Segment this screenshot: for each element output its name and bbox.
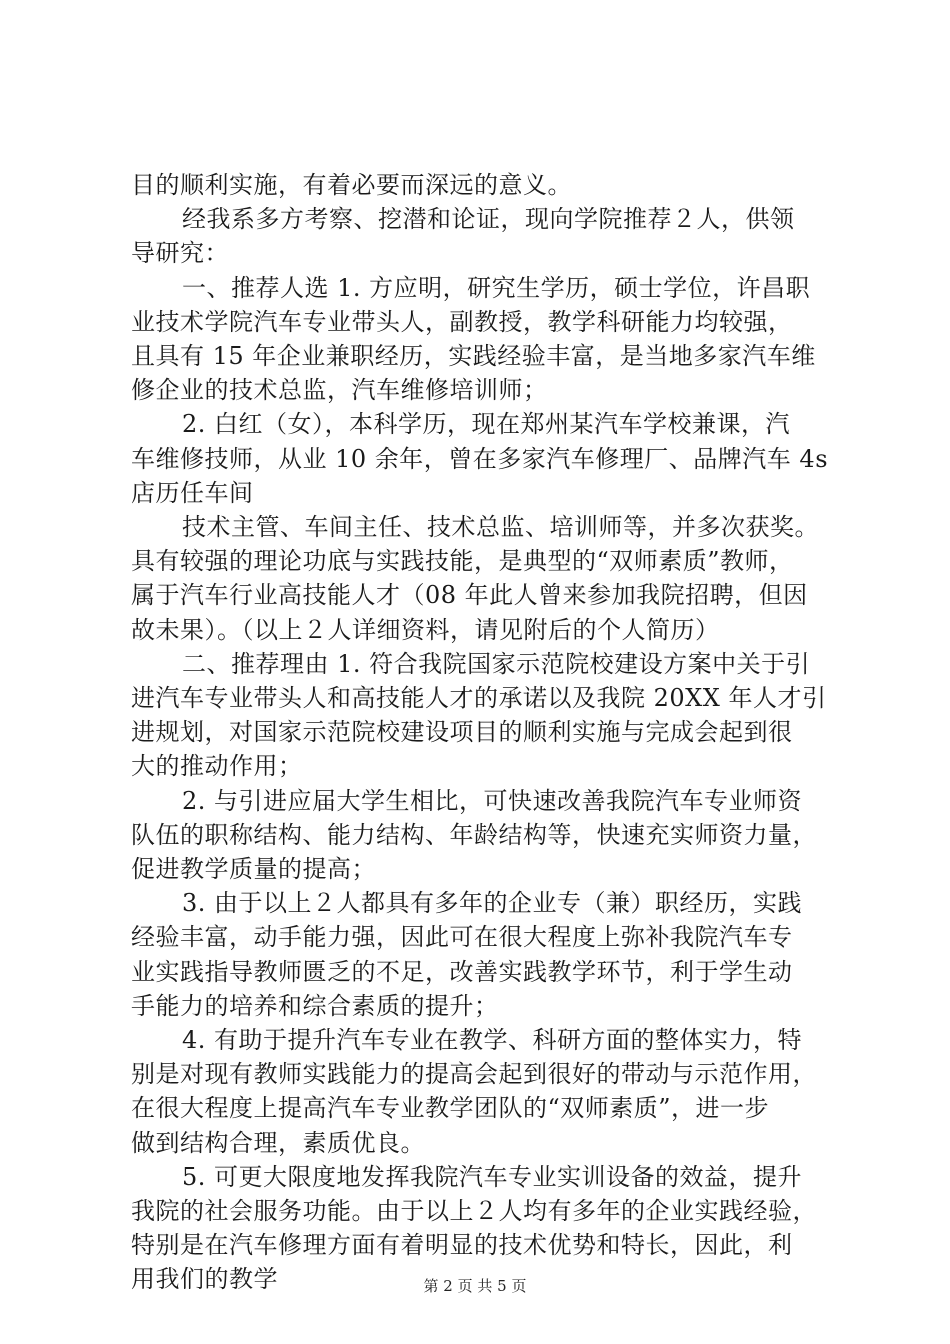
- text-line: 店历任车间: [131, 478, 254, 507]
- text-line: 车维修技师，从业 10 余年，曾在多家汽车修理厂、品牌汽车 4s: [131, 444, 829, 473]
- text-line: 在很大程度上提高汽车专业教学团队的“双师素质”，进一步: [131, 1094, 770, 1123]
- text-line: 别是对现有教师实践能力的提高会起到很好的带动与示范作用，: [131, 1060, 817, 1089]
- page-number: 第 2 页 共 5 页: [423, 1277, 527, 1295]
- text-line: 2. 白红（女），本科学历，现在郑州某汽车学校兼课，汽: [182, 410, 791, 439]
- text-line: 4. 有助于提升汽车专业在教学、科研方面的整体实力，特: [182, 1026, 803, 1054]
- text-line: 5. 可更大限度地发挥我院汽车专业实训设备的效益，提升: [182, 1162, 803, 1191]
- text-line: 用我们的教学: [131, 1265, 278, 1294]
- text-line: 我院的社会服务功能。由于以上２人均有多年的企业实践经验，: [131, 1197, 817, 1225]
- text-line: 手能力的培养和综合素质的提升；: [131, 991, 499, 1020]
- text-line: 二、推荐理由 1. 符合我院国家示范院校建设方案中关于引: [182, 649, 811, 678]
- text-line: 故未果）。（以上２人详细资料，请见附后的个人简历）: [131, 615, 720, 644]
- text-line: 做到结构合理，素质优良。: [131, 1128, 425, 1157]
- text-line: 促进教学质量的提高；: [131, 855, 376, 883]
- text-line: 且具有 15 年企业兼职经历，实践经验丰富，是当地多家汽车维: [131, 342, 816, 370]
- text-line: 技术主管、车间主任、技术总监、培训师等，并多次获奖。: [182, 513, 819, 541]
- text-line: 属于汽车行业高技能人才（08 年此人曾来参加我院招聘，但因: [131, 581, 808, 610]
- text-line: 业技术学院汽车专业带头人，副教授，教学科研能力均较强，: [131, 307, 793, 336]
- text-line: 经我系多方考察、挖潜和论证，现向学院推荐２人，供领: [182, 205, 795, 234]
- text-line: 大的推动作用；: [131, 752, 303, 781]
- text-line: 3. 由于以上２人都具有多年的企业专（兼）职经历，实践: [182, 889, 803, 918]
- text-line: 进规划，对国家示范院校建设项目的顺利实施与完成会起到很: [131, 718, 793, 747]
- text-line: 目的顺利实施，有着必要而深远的意义。: [131, 171, 572, 199]
- text-line: 导研究：: [131, 239, 229, 268]
- text-line: 一、推荐人选 1. 方应明，研究生学历，硕士学位，许昌职: [182, 273, 811, 302]
- text-line: 业实践指导教师匮乏的不足，改善实践教学环节，利于学生动: [131, 957, 793, 986]
- text-line: 具有较强的理论功底与实践技能，是典型的“双师素质”教师，: [131, 547, 794, 576]
- text-line: 经验丰富，动手能力强，因此可在很大程度上弥补我院汽车专: [131, 923, 793, 952]
- text-line: 队伍的职称结构、能力结构、年龄结构等，快速充实师资力量，: [131, 820, 817, 849]
- text-line: 进汽车专业带头人和高技能人才的承诺以及我院 20XX 年人才引: [131, 684, 827, 712]
- text-line: 特别是在汽车修理方面有着明显的技术优势和特长，因此，利: [131, 1231, 793, 1260]
- text-line: 修企业的技术总监，汽车维修培训师；: [131, 376, 548, 405]
- text-line: 2. 与引进应届大学生相比，可快速改善我院汽车专业师资: [182, 786, 803, 815]
